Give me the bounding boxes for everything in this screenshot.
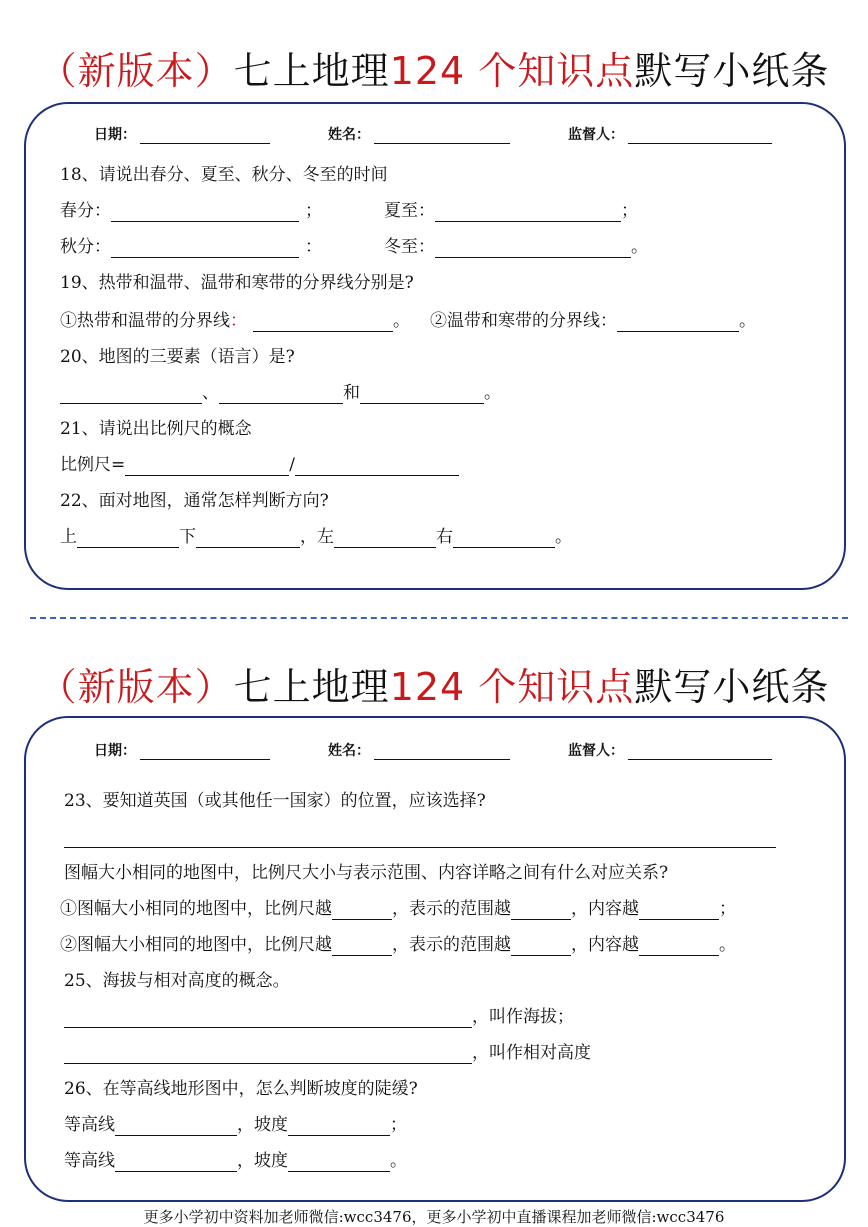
footer-contact: 更多小学初中资料加老师微信:wcc3476，更多小学初中直播课程加老师微信:wcc3476 <box>143 1208 725 1226</box>
question-25: 25、海拔与相对高度的概念。 <box>64 971 290 991</box>
answer-row-20[interactable]: 、 和 。 <box>60 382 501 404</box>
supervisor-field[interactable]: 监督人： <box>568 124 772 144</box>
blank-up[interactable] <box>77 529 179 548</box>
answer-row-19[interactable]: ①热带和温带的分界线： 。 ②温带和寒带的分界线： 。 <box>60 311 756 331</box>
blank-altitude[interactable] <box>64 1009 472 1028</box>
question-21: 21、请说出比例尺的概念 <box>60 419 252 439</box>
answer-row-spring-summer[interactable]: 春分： ； 夏至： ； <box>60 201 638 221</box>
date-field[interactable]: 日期： <box>94 124 270 144</box>
blank-slope-b[interactable] <box>288 1153 390 1172</box>
blank-right[interactable] <box>453 529 555 548</box>
blank-tropic-boundary[interactable] <box>253 313 393 332</box>
page-title: （新版本）七上地理124 个知识点默写小纸条 <box>38 49 830 93</box>
supervisor-field-2[interactable]: 监督人： <box>568 740 772 760</box>
answer-row-autumn-winter[interactable]: 秋分： ： 冬至： 。 <box>60 237 648 257</box>
blank-summer[interactable] <box>435 203 621 222</box>
blank-left[interactable] <box>334 529 436 548</box>
name-field-2[interactable]: 姓名： <box>328 740 510 760</box>
answer-row-22[interactable]: 上 下 ，左 右 。 <box>60 527 572 547</box>
question-20: 20、地图的三要素（语言）是? <box>60 347 295 367</box>
blank-real-distance[interactable] <box>295 457 459 476</box>
blank-autumn[interactable] <box>111 239 299 258</box>
blank-map-element-1[interactable] <box>60 385 202 404</box>
blank-scale-a[interactable] <box>332 901 392 920</box>
question-23: 23、要知道英国（或其他任一国家）的位置，应该选择? <box>64 791 486 811</box>
blank-slope-a[interactable] <box>288 1117 390 1136</box>
question-18: 18、请说出春分、夏至、秋分、冬至的时间 <box>60 165 388 185</box>
answer-row-altitude[interactable]: ，叫作海拔； <box>64 1006 574 1028</box>
answer-row-23[interactable] <box>64 826 776 848</box>
blank-down[interactable] <box>196 529 300 548</box>
answer-row-24b[interactable]: ②图幅大小相同的地图中，比例尺越 ，表示的范围越 ，内容越 。 <box>60 935 736 955</box>
blank-winter[interactable] <box>435 239 631 258</box>
blank-contour-b[interactable] <box>115 1153 237 1172</box>
answer-row-21[interactable]: 比例尺= / <box>60 454 459 476</box>
question-22: 22、面对地图，通常怎样判断方向? <box>60 491 329 511</box>
blank-spring[interactable] <box>111 203 299 222</box>
blank-map-choice[interactable] <box>64 829 776 848</box>
question-19: 19、热带和温带、温带和寒带的分界线分别是? <box>60 273 414 293</box>
cut-line-divider <box>30 617 848 619</box>
blank-map-distance[interactable] <box>125 457 289 476</box>
blank-scale-b[interactable] <box>332 937 392 956</box>
question-24: 图幅大小相同的地图中，比例尺大小与表示范围、内容详略之间有什么对应关系? <box>64 863 669 883</box>
blank-contour-a[interactable] <box>115 1117 237 1136</box>
answer-row-relative-height[interactable]: ，叫作相对高度 <box>64 1042 591 1064</box>
question-26: 26、在等高线地形图中，怎么判断坡度的陡缓? <box>64 1079 418 1099</box>
blank-range-a[interactable] <box>511 901 571 920</box>
blank-relative-height[interactable] <box>64 1045 472 1064</box>
answer-row-26a[interactable]: 等高线 ，坡度 ； <box>64 1115 407 1135</box>
blank-polar-boundary[interactable] <box>617 313 739 332</box>
blank-range-b[interactable] <box>511 937 571 956</box>
blank-detail-a[interactable] <box>639 901 719 920</box>
page-title-2: （新版本）七上地理124 个知识点默写小纸条 <box>38 665 830 709</box>
date-field-2[interactable]: 日期： <box>94 740 270 760</box>
answer-row-24a[interactable]: ①图幅大小相同的地图中，比例尺越 ，表示的范围越 ，内容越 ； <box>60 899 736 919</box>
blank-map-element-2[interactable] <box>219 385 343 404</box>
blank-detail-b[interactable] <box>639 937 719 956</box>
name-field[interactable]: 姓名： <box>328 124 510 144</box>
answer-row-26b[interactable]: 等高线 ，坡度 。 <box>64 1151 407 1171</box>
blank-map-element-3[interactable] <box>360 385 484 404</box>
